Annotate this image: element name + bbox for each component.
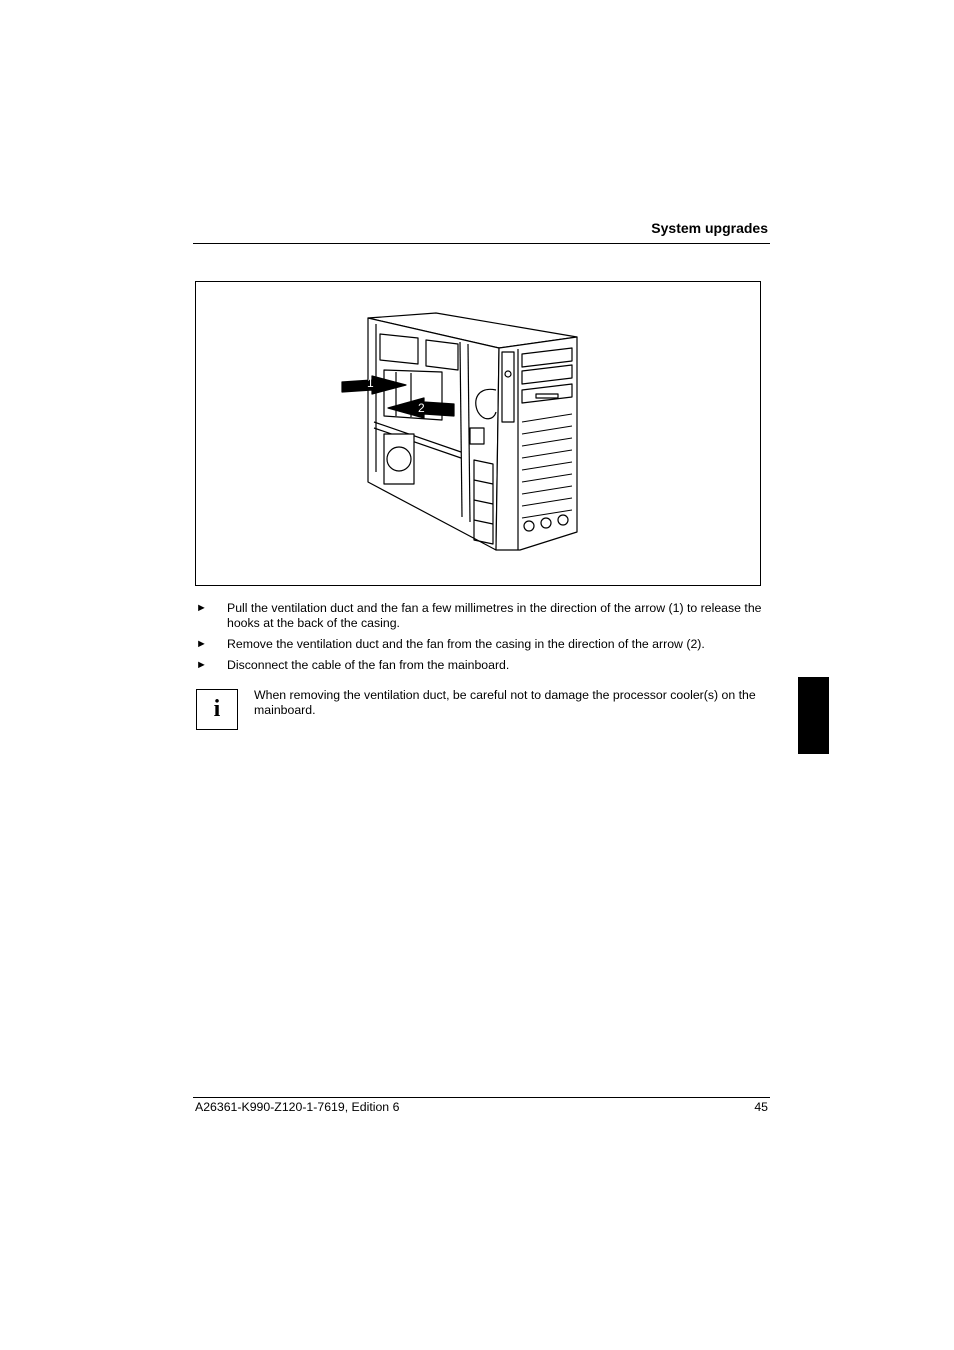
step-text: Remove the ventilation duct and the fan from the casing in the direction of the arrow (2). — [227, 637, 705, 651]
step-text: Disconnect the cable of the fan from the mainboard. — [227, 658, 510, 672]
step-item — [196, 601, 766, 631]
callout-1-label: 1 — [367, 376, 374, 390]
footer-page-number: 45 — [754, 1100, 768, 1114]
note-text: When removing the ventilation duct, be careful not to damage the processor cooler(s) on the mainboard. — [254, 688, 756, 717]
triangle-right-icon: ► — [196, 638, 207, 650]
triangle-right-icon: ► — [196, 602, 207, 614]
header-rule — [193, 243, 770, 244]
step-list — [196, 601, 766, 679]
callout-2-label: 2 — [418, 401, 425, 415]
running-header-title: System upgrades — [651, 220, 768, 236]
footer-rule — [193, 1097, 770, 1098]
info-icon: i — [196, 689, 238, 730]
step-item — [196, 637, 766, 652]
triangle-right-icon: ► — [196, 659, 207, 671]
step-item — [196, 658, 766, 673]
figure-frame — [195, 281, 761, 586]
step-text: Pull the ventilation duct and the fan a few millimetres in the direction of the arrow (1) to release the hooks at the back of the casing. — [227, 601, 762, 630]
footer-document-id: A26361-K990-Z120-1-7619, Edition 6 — [195, 1100, 400, 1114]
chapter-tab-marker — [798, 677, 829, 754]
pc-tower-illustration — [196, 282, 762, 587]
